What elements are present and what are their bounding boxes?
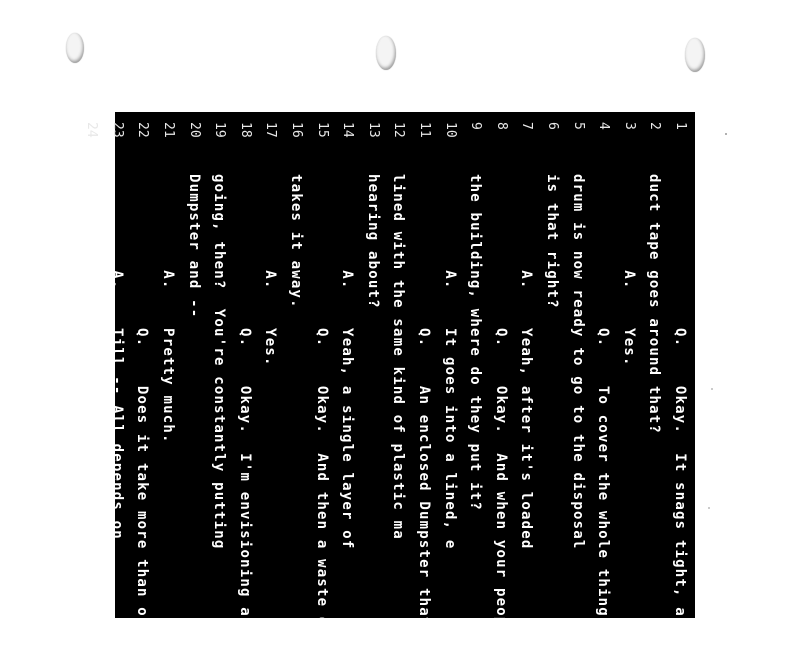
line-text: takes it away. (288, 174, 304, 309)
line-number: 7 (519, 122, 535, 130)
line-number: 22 (135, 122, 151, 138)
line-text: Q. Okay. And then a waste d (313, 174, 330, 627)
line-text: A. Yeah, after it's loaded (518, 174, 535, 550)
line-text: is that right? (544, 174, 560, 309)
line-text: Dumpster and -- (185, 174, 202, 319)
transcript-line (387, 112, 409, 632)
line-number: 12 (391, 122, 407, 138)
transcript-line (618, 112, 640, 632)
transcript-line (208, 112, 230, 632)
line-text: Q. Do you recall on this job (83, 174, 100, 627)
line-number: 17 (263, 122, 279, 138)
line-text: A. Yes. (620, 174, 637, 367)
transcript-line (643, 112, 665, 632)
line-text: going, then? You're constantly putting (211, 174, 228, 550)
transcript-line (439, 112, 461, 632)
line-number: 19 (212, 122, 228, 138)
line-text: A. Pretty much. (160, 174, 176, 444)
transcript-line (464, 112, 486, 632)
transcript-line (567, 112, 589, 632)
transcript-line (336, 112, 358, 632)
transcript-line (259, 112, 281, 632)
line-number: 9 (468, 122, 484, 130)
transcript-line (106, 112, 128, 632)
transcript-line (592, 112, 614, 665)
transcript-line (131, 112, 153, 637)
transcript-line (362, 112, 384, 632)
transcript-line (80, 112, 102, 632)
line-number: 11 (417, 122, 432, 138)
line-text: lined with the same kind of plastic ma (390, 174, 407, 540)
transcript-line (183, 112, 205, 632)
line-number: 18 (237, 122, 253, 138)
line-text: Q. Okay. I'm envisioning a r (236, 174, 253, 637)
line-text: Q. Does it take more than one (134, 174, 151, 637)
line-number: 1 (673, 122, 688, 130)
transcript-line (669, 112, 691, 637)
transcript-page (83, 112, 695, 665)
transcript-lines (83, 112, 695, 665)
line-text: A. Till -- All depends on (108, 174, 125, 540)
line-number: 4 (596, 122, 612, 130)
transcript-line (490, 112, 512, 646)
line-text: A. Yeah, a single layer of (339, 174, 356, 550)
line-number: 10 (442, 122, 458, 138)
line-text: hearing about? (364, 174, 381, 309)
line-text: A. It goes into a lined, e (441, 174, 458, 550)
transcript-line (413, 112, 435, 632)
line-number: 8 (493, 122, 509, 130)
transcript-line (234, 112, 256, 637)
transcript-line (311, 112, 333, 632)
line-number: 23 (109, 122, 125, 138)
line-text: A. Yes. (262, 174, 279, 367)
line-number: 13 (365, 122, 381, 138)
line-text: Q. Okay. It snags tight, and (672, 174, 688, 637)
line-number: 6 (545, 122, 560, 130)
transcript-line (285, 112, 307, 632)
line-number: 21 (161, 122, 176, 138)
transcript-line (515, 112, 537, 632)
line-number: 15 (314, 122, 330, 138)
line-text: Q. An enclosed Dumpster that (416, 174, 432, 627)
line-number: 20 (186, 122, 202, 138)
line-number: 16 (289, 122, 304, 138)
line-number: 14 (340, 122, 356, 138)
line-text: drum is now ready to go to the disposal (569, 174, 586, 550)
line-text: Q. Okay. And when your people (492, 174, 509, 646)
line-text: duct tape goes around that? (646, 174, 663, 434)
transcript-line (541, 112, 563, 632)
transcript-line (157, 112, 179, 632)
line-number: 2 (647, 122, 663, 130)
line-number: 5 (570, 122, 586, 130)
line-text: Q. To cover the whole thing that (595, 174, 612, 665)
line-number: 3 (621, 122, 637, 130)
line-number: 24 (84, 122, 100, 138)
line-text: the building, where do they put it? (467, 174, 484, 512)
